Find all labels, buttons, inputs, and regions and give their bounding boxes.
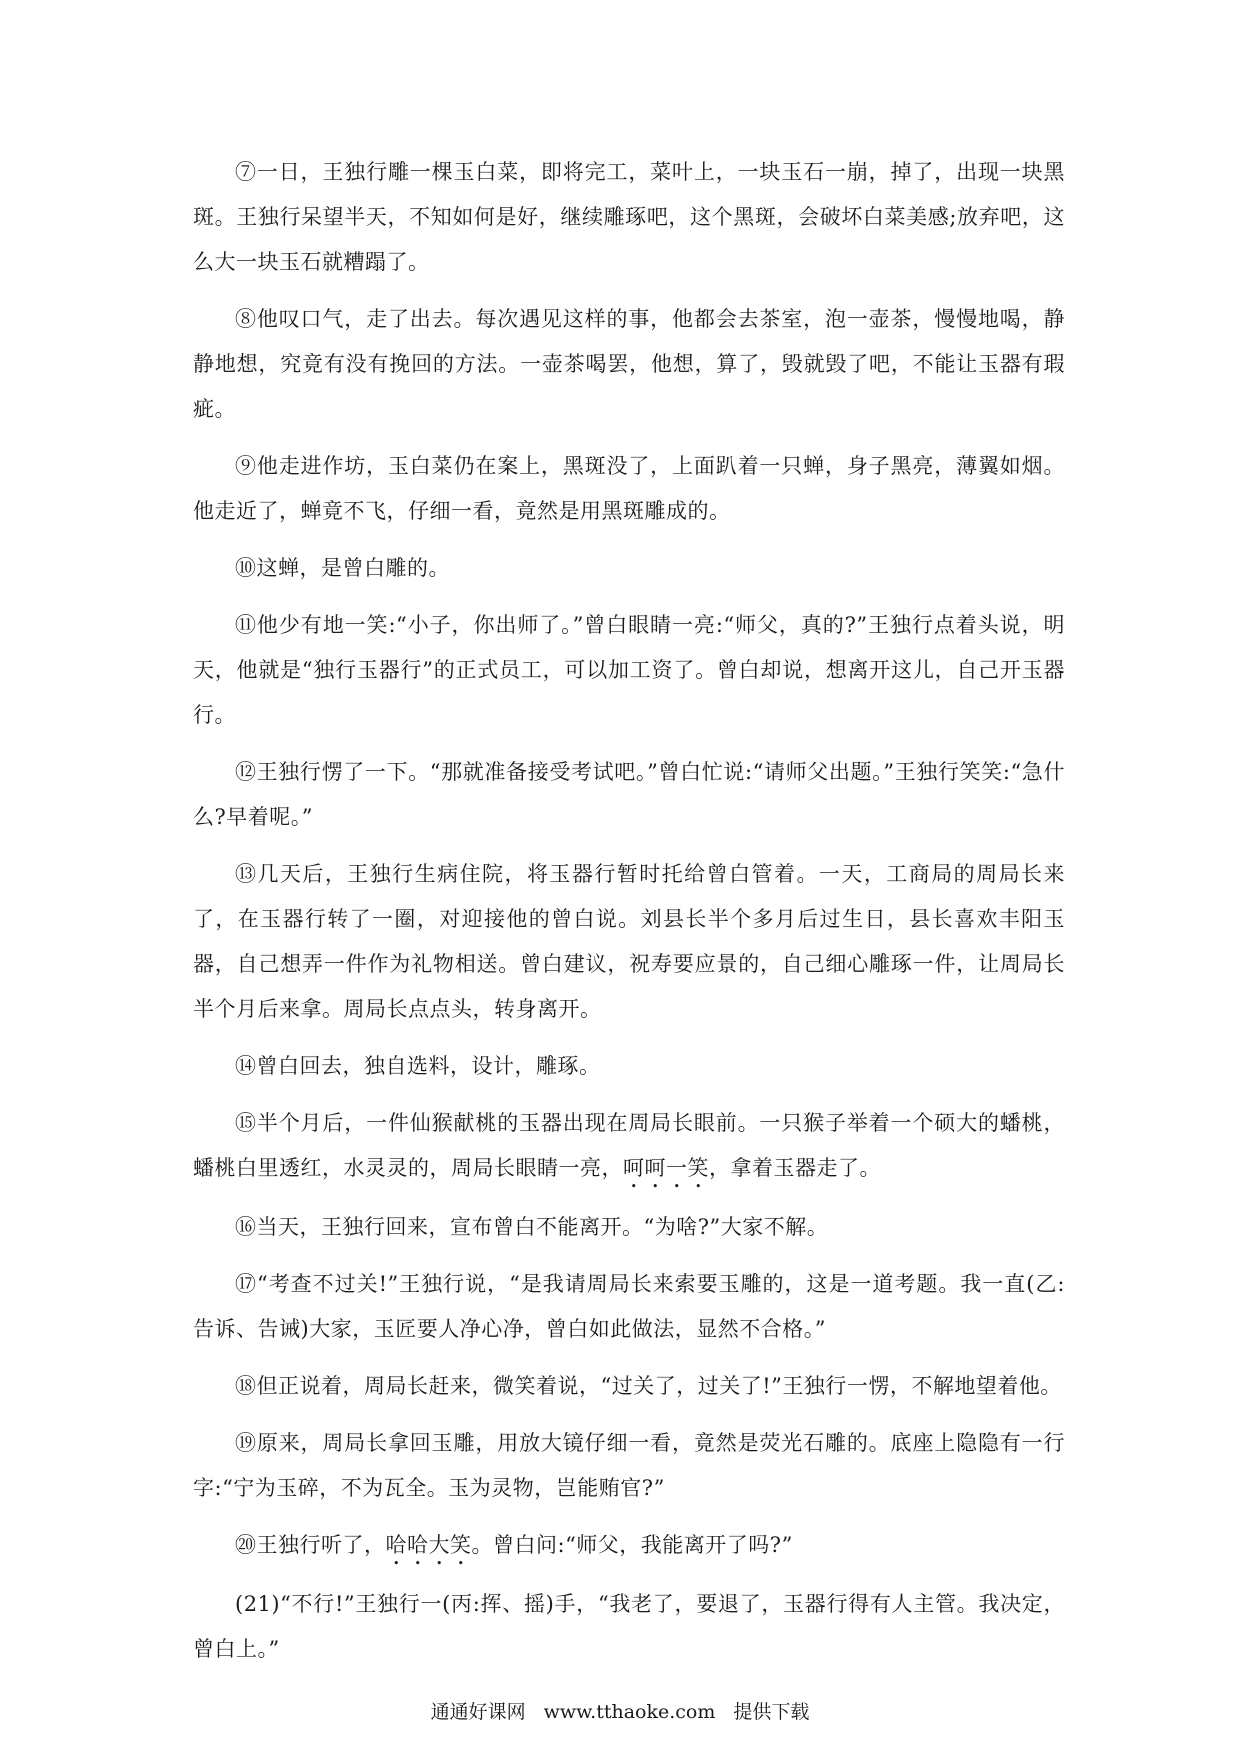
- paragraph-12: [193, 750, 1065, 840]
- paragraph-indent: [193, 1054, 235, 1078]
- paragraph-indent: [193, 862, 235, 886]
- paragraph-text: ⑯当天，王独行回来，宣布曾白不能离开。“为啥?”大家不解。: [235, 1215, 829, 1239]
- paragraph-indent: [193, 160, 235, 184]
- paragraph-18: [193, 1364, 1065, 1409]
- paragraph-19: [193, 1421, 1065, 1511]
- paragraph-text: ⑩这蝉，是曾白雕的。: [235, 556, 450, 580]
- paragraph-15: [193, 1101, 1065, 1193]
- paragraph-indent: [193, 1272, 235, 1296]
- paragraph-text: ⑭曾白回去，独自选料，设计，雕琢。: [235, 1054, 601, 1078]
- page-footer: [0, 1700, 1240, 1724]
- paragraph-13: [193, 852, 1065, 1032]
- paragraph-text: ⑫王独行愣了一下。“那就准备接受考试吧。”曾白忙说:“请师父出题。”王独行笑笑:“急什么?早着呢。”: [193, 760, 1065, 829]
- paragraph-indent: [193, 1111, 235, 1135]
- paragraph-text: ⑬几天后，王独行生病住院，将玉器行暂时托给曾白管着。一天，工商局的周局长来了，在玉器行转了一圈，对迎接他的曾白说。刘县长半个多月后过生日，县长喜欢丰阳玉器，自己想弄一件作为礼物相送。曾白建议，祝寿要应景的，自己细心雕琢一件，让周局长半个月后来拿。周局长点点头，转身离开。: [193, 862, 1065, 1021]
- paragraph-text: ⑱但正说着，周局长赶来，微笑着说，“过关了，过关了!”王独行一愣，不解地望着他。: [235, 1374, 1062, 1398]
- emphasized-phrase: 呵呵一笑: [623, 1156, 709, 1180]
- paragraph-20: [193, 1523, 1065, 1570]
- paragraph-indent: [193, 1533, 235, 1557]
- paragraph-indent: [193, 556, 235, 580]
- paragraph-text: ⑧他叹口气，走了出去。每次遇见这样的事，他都会去茶室，泡一壶茶，慢慢地喝，静静地想，究竟有没有挽回的方法。一壶茶喝罢，他想，算了，毁就毁了吧，不能让玉器有瑕疵。: [193, 307, 1065, 421]
- paragraph-17: [193, 1262, 1065, 1352]
- paragraph-indent: [193, 1374, 235, 1398]
- paragraph-indent: [193, 454, 235, 478]
- paragraph-14: [193, 1044, 1065, 1089]
- paragraph-indent: [193, 1215, 235, 1239]
- paragraph-8: [193, 297, 1065, 432]
- paragraph-text: ⑨他走进作坊，玉白菜仍在案上，黑斑没了，上面趴着一只蝉，身子黑亮，薄翼如烟。他走近了，蝉竟不飞，仔细一看，竟然是用黑斑雕成的。: [193, 454, 1065, 523]
- paragraph-text: ⑰“考查不过关!”王独行说，“是我请周局长来索要玉雕的，这是一道考题。我一直(乙:告诉、告诫)大家，玉匠要人净心净，曾白如此做法，显然不合格。”: [193, 1272, 1065, 1341]
- footer-download-text: 提供下载: [733, 1701, 810, 1723]
- paragraph-11: [193, 603, 1065, 738]
- paragraph-10: [193, 546, 1065, 591]
- paragraph-9: [193, 444, 1065, 534]
- paragraph-text: (21)“不行!”王独行一(丙:挥、摇)手，“我老了，要退了，玉器行得有人主管。我决定，曾白上。”: [193, 1592, 1065, 1661]
- paragraph-text: ⑪他少有地一笑:“小子，你出师了。”曾白眼睛一亮:“师父，真的?”王独行点着头说，明天，他就是“独行玉器行”的正式员工，可以加工资了。曾白却说，想离开这儿，自己开玉器行。: [193, 613, 1065, 727]
- paragraph-text: ，拿着玉器走了。: [709, 1156, 881, 1180]
- paragraph-indent: [193, 1431, 235, 1455]
- paragraph-21: [193, 1582, 1065, 1672]
- paragraph-text: ⑮半个月后，一件仙猴献桃的玉器出现在周局长眼前。一只猴子举着一个硕大的蟠桃，蟠桃白里透红，水灵灵的，周局长眼睛一亮，: [193, 1111, 1065, 1180]
- footer-site-name: 通通好课网: [430, 1701, 526, 1723]
- article-body: [193, 150, 1065, 1684]
- paragraph-text: ⑳王独行听了，: [235, 1533, 386, 1557]
- paragraph-indent: [193, 760, 235, 784]
- paragraph-text: ⑲原来，周局长拿回玉雕，用放大镜仔细一看，竟然是荧光石雕的。底座上隐隐有一行字:“宁为玉碎，不为瓦全。玉为灵物，岂能贿官?”: [193, 1431, 1065, 1500]
- footer-url-link[interactable]: www.tthaoke.com: [543, 1701, 716, 1723]
- paragraph-text: ⑦一日，王独行雕一棵玉白菜，即将完工，菜叶上，一块玉石一崩，掉了，出现一块黑斑。王独行呆望半天，不知如何是好，继续雕琢吧，这个黑斑，会破坏白菜美感;放弃吧，这么大一块玉石就糟蹋了。: [193, 160, 1065, 274]
- paragraph-indent: [193, 613, 235, 637]
- paragraph-16: [193, 1205, 1065, 1250]
- paragraph-text: 。曾白问:“师父，我能离开了吗?”: [471, 1533, 793, 1557]
- paragraph-indent: [193, 1592, 235, 1616]
- paragraph-7: [193, 150, 1065, 285]
- emphasized-phrase: 哈哈大笑: [385, 1533, 472, 1557]
- paragraph-indent: [193, 307, 235, 331]
